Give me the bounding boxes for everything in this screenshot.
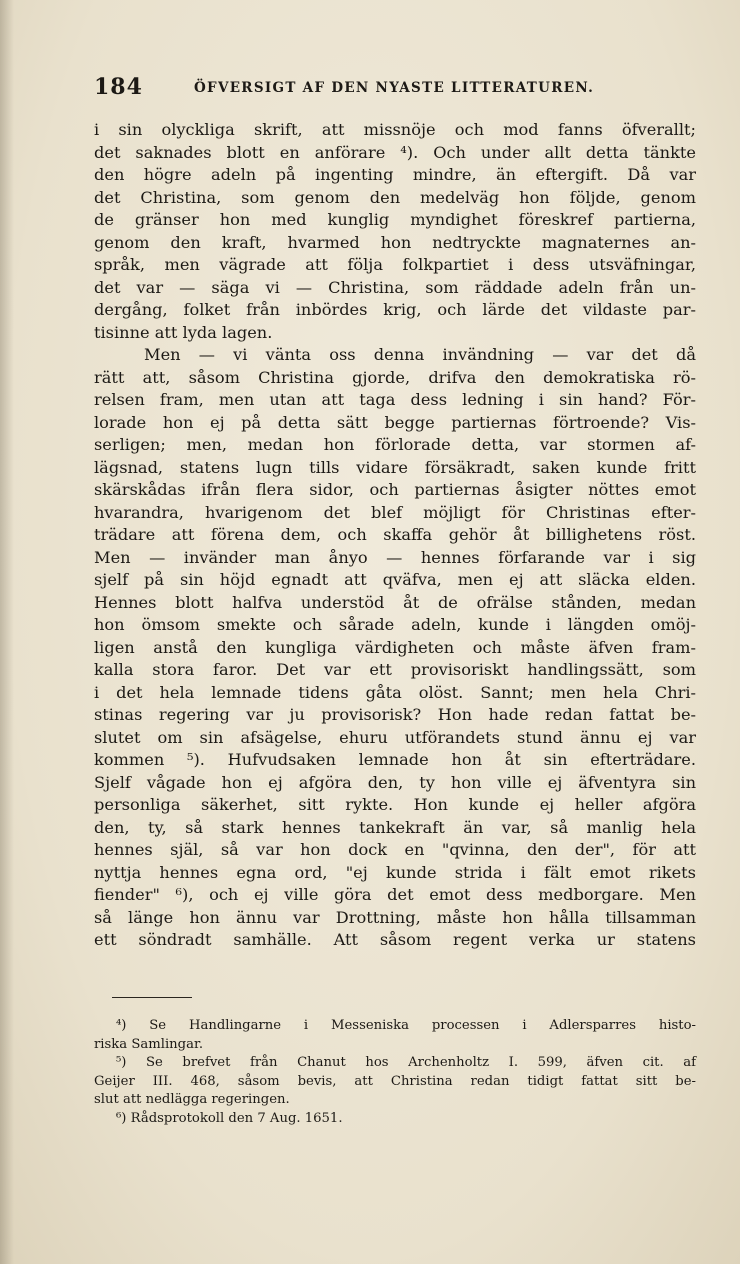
text-line: hon ömsom smekte och sårade adeln, kunde i längden omöj- (94, 615, 696, 634)
text-line: Sjelf vågade hon ej afgöra den, ty hon ville ej äfventyra sin (94, 772, 696, 792)
text-line: serligen; men, medan hon förlorade detta, var stormen af- (94, 435, 696, 454)
page-header (94, 74, 645, 104)
text-line: de gränser hon med kunglig myndighet föreskref partierna, (94, 210, 696, 229)
text-line: det Christina, som genom den medelväg hon följde, genom (94, 187, 696, 207)
text-line: nyttja hennes egna ord, "ej kunde strida i fält emot rikets (94, 862, 696, 882)
text-line: kalla stora faror. Det var ett provisoriskt handlingssätt, som (94, 660, 696, 679)
text-line: tisinne att lyda lagen. (94, 322, 273, 342)
page-number: 184 (94, 74, 143, 100)
text-line: genom den kraft, hvarmed hon nedtryckte magnaternes an- (94, 232, 696, 252)
text-line: hvarandra, hvarigenom det blef möjligt för Christinas efter- (94, 502, 696, 522)
text-line: det saknades blott en anförare ⁴). Och under allt detta tänkte (94, 142, 696, 162)
text-line: ett söndradt samhälle. Att såsom regent verka ur statens (94, 930, 696, 949)
footnote-line: riska Samlingar. (94, 1036, 204, 1052)
text-line: lorade hon ej på detta sätt begge partiernas förtroende? Vis- (94, 412, 696, 432)
text-line: dergång, folket från inbördes krig, och lärde det vildaste par- (94, 300, 696, 319)
text-line: den högre adeln på ingenting mindre, än eftergift. Då var (94, 165, 696, 184)
text-line: trädare att förena dem, och skaffa gehör åt billighetens röst. (94, 525, 696, 544)
text-line: skärskådas ifrån flera sidor, och partiernas åsigter nöttes emot (94, 480, 696, 499)
text-line: ligen anstå den kungliga värdigheten och måste äfven fram- (94, 637, 696, 657)
text-line: personliga säkerhet, sitt rykte. Hon kunde ej heller afgöra (94, 795, 696, 814)
footnote-line: ⁶) Rådsprotokoll den 7 Aug. 1651. (116, 1110, 343, 1126)
text-line: så länge hon ännu var Drottning, måste hon hålla tillsamman (94, 907, 696, 927)
text-line: rätt att, såsom Christina gjorde, drifva den demokratiska rö- (94, 367, 696, 387)
text-line: stinas regering var ju provisorisk? Hon hade redan fattat be- (94, 705, 696, 724)
text-line: lägsnad, statens lugn tills vidare försäkradt, saken kunde fritt (94, 457, 696, 477)
text-line: sjelf på sin höjd egnadt att qväfva, men ej att släcka elden. (94, 570, 696, 589)
running-head: ÖFVERSIGT AF DEN NYASTE LITTERATUREN. (194, 80, 595, 96)
text-line: språk, men vägrade att följa folkpartiet i dess utsväfningar, (94, 255, 696, 274)
footnote-divider (112, 997, 192, 998)
spine-shadow (0, 0, 14, 1264)
footnote-line: Geijer III. 468, såsom bevis, att Christina redan tidigt fattat sitt be- (94, 1073, 696, 1089)
footnotes (94, 1017, 696, 1128)
text-line: fiender" ⁶), och ej ville göra det emot dess medborgare. Men (94, 885, 696, 904)
text-line: Men — invänder man ånyo — hennes förfarande var i sig (94, 547, 696, 567)
footnote-line: ⁵) Se brefvet från Chanut hos Archenholtz I. 599, äfven cit. af (116, 1055, 696, 1070)
footnote-line: ⁴) Se Handlingarne i Messeniska processen i Adlersparres histo- (116, 1018, 696, 1033)
text-line: slutet om sin afsägelse, ehuru utförandets stund ännu ej var (94, 727, 696, 747)
footnote-line: slut att nedlägga regeringen. (94, 1092, 290, 1107)
text-line: det var — säga vi — Christina, som räddade adeln från un- (94, 277, 696, 297)
text-line: hennes själ, så var hon dock en "qvinna, den der", för att (94, 840, 696, 859)
text-line: i sin olyckliga skrift, att missnöje och mod fanns öfverallt; (94, 120, 696, 139)
text-line: relsen fram, men utan att taga dess ledning i sin hand? För- (94, 390, 696, 409)
text-line: den, ty, så stark hennes tankekraft än var, så manlig hela (94, 817, 696, 837)
text-line: kommen ⁵). Hufvudsaken lemnade hon åt sin efterträdare. (94, 750, 696, 769)
body-text (94, 119, 696, 952)
text-line: Men — vi vänta oss denna invändning — var det då (144, 345, 696, 364)
text-line: i det hela lemnade tidens gåta olöst. Sannt; men hela Chri- (94, 682, 696, 702)
text-line: Hennes blott halfva understöd åt de ofrälse stånden, medan (94, 592, 696, 612)
